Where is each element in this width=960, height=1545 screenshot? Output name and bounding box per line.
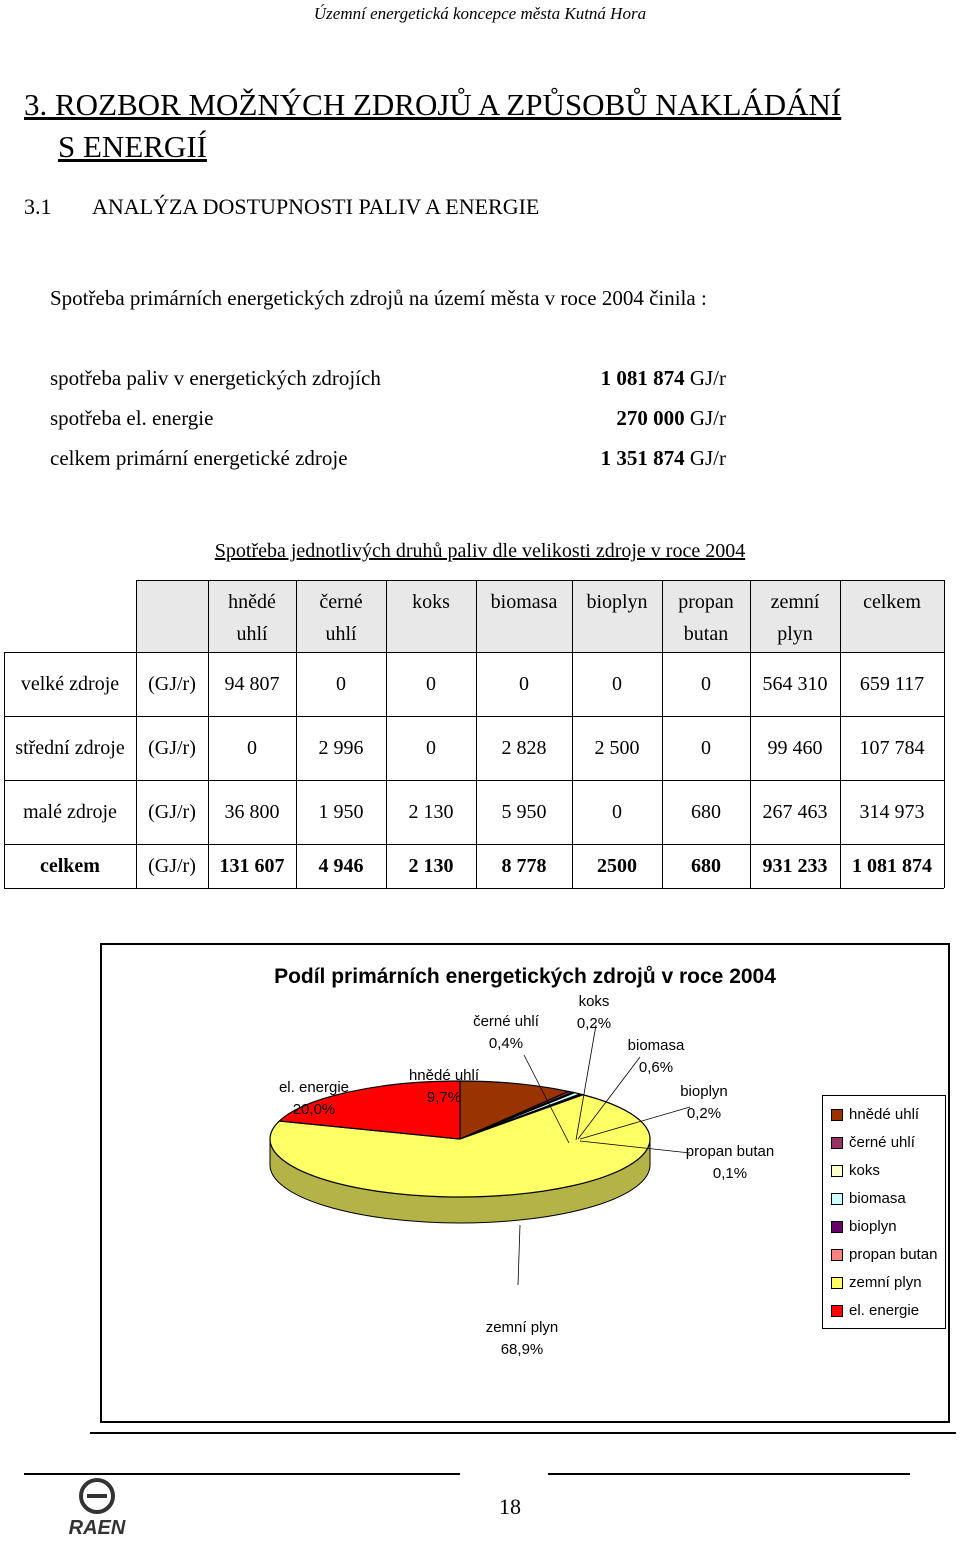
table-header-text: zemní [770,591,820,613]
table-row-unit: (GJ/r) [148,855,196,877]
summary-value: 1 081 874 GJ/r [600,366,726,390]
table-row-unit: (GJ/r) [148,801,196,823]
table-cell: 931 233 [762,855,828,877]
table-header-text: uhlí [236,623,268,645]
table-header-cell [750,586,840,650]
legend-item [831,1106,919,1126]
pie-label-percent: 9,7% [426,1089,462,1106]
table-cell: 4 946 [318,855,364,877]
table-row-unit: (GJ/r) [148,673,196,695]
table-header-text: černé [319,591,363,613]
table-cell: 0 [247,737,257,759]
table-cell: 0 [701,737,711,759]
table-row-label: celkem [40,855,100,877]
table-cell: 2 996 [318,737,364,759]
legend-label: propan butan [849,1246,938,1263]
legend-item [831,1134,915,1154]
heading-1 [24,84,841,168]
summary-value: 1 351 874 GJ/r [600,446,726,470]
legend-label: černé uhlí [849,1134,915,1151]
table-cell: 36 800 [224,801,280,823]
table-cell: 680 [691,801,721,823]
table-cell: 2 130 [408,801,454,823]
page-header: Územní energetická koncepce města Kutná Hora [313,4,647,23]
pie-data-label [596,1035,716,1079]
table-cell: 0 [612,673,622,695]
table-cell: 2500 [597,855,637,877]
table-row-label: velké zdroje [20,673,120,695]
legend-item [831,1190,906,1210]
table-cell: 2 500 [594,737,640,759]
heading-2-text: ANALÝZA DOSTUPNOSTI PALIV A ENERGIE [92,194,540,219]
pie-label-percent: 0,2% [686,1105,722,1122]
pie-label-category: černé uhlí [473,1013,539,1030]
fuel-consumption-table [4,580,944,888]
table-hline [4,652,944,653]
legend-label: biomasa [849,1190,906,1207]
heading-1-line-2: S ENERGIÍ [58,129,207,164]
pie-label-category: biomasa [627,1037,685,1054]
table-hline [4,844,944,845]
legend-swatch [831,1221,843,1233]
chart-title: Podíl primárních energetických zdrojů v roce 2004 [274,965,776,988]
heading-1-line-1: 3. ROZBOR MOŽNÝCH ZDROJŮ A ZPŮSOBŮ NAKLÁDÁNÍ [24,87,842,122]
legend-swatch [831,1277,843,1289]
pie-label-category: koks [578,993,610,1010]
table-cell: 267 463 [762,801,828,823]
table-cell: 564 310 [762,673,828,695]
pie-label-category: hnědé uhlí [408,1067,480,1084]
chart-legend [822,1095,946,1329]
legend-label: el. energie [849,1302,920,1319]
table-cell: 0 [426,737,436,759]
table-hline [4,716,944,717]
legend-item [831,1162,880,1182]
table-cell: 0 [519,673,529,695]
table-header-cell [662,586,750,650]
pie-leader-line [518,1225,520,1285]
table-header-text: propan [678,591,734,613]
legend-label: koks [849,1162,880,1179]
table-title: Spotřeba jednotlivých druhů paliv dle velikosti zdroje v roce 2004 [214,540,746,562]
table-header-cell [296,586,386,650]
summary-row [50,446,730,476]
table-row-label: malé zdroje [23,801,117,823]
table-cell: 2 130 [408,855,454,877]
table-header-text: plyn [777,623,813,645]
table-cell: 0 [426,673,436,695]
heading-2-number: 3.1 [24,194,52,219]
table-cell: 659 117 [859,673,925,695]
table-cell: 0 [336,673,346,695]
pie-label-category: el. energie [278,1079,350,1096]
pie-label-category: propan butan [685,1143,775,1160]
footer-rule [90,1432,956,1434]
legend-item [831,1302,919,1322]
table-header-text: uhlí [325,623,357,645]
summary-label: spotřeba paliv v energetických zdrojích [50,366,381,390]
legend-label: zemní plyn [849,1274,922,1291]
table-hline [4,780,944,781]
heading-2 [24,194,539,220]
legend-swatch [831,1137,843,1149]
pie-data-label [462,1317,582,1361]
legend-label: bioplyn [849,1218,897,1235]
table-vline [944,580,945,888]
table-row-label: střední zdroje [15,737,125,759]
summary-label: celkem primární energetické zdroje [50,446,348,470]
pie-label-percent: 0,4% [488,1035,524,1052]
legend-item [831,1274,922,1294]
pie-label-category: zemní plyn [485,1319,559,1336]
table-cell: 1 950 [318,801,364,823]
pie-chart-container [100,943,950,1423]
table-cell: 680 [691,855,721,877]
table-cell: 0 [701,673,711,695]
pie-label-percent: 0,6% [638,1059,674,1076]
legend-swatch [831,1109,843,1121]
table-cell: 131 607 [219,855,285,877]
table-cell: 5 950 [501,801,547,823]
pie-data-label [670,1141,790,1185]
table-header-cell [386,586,476,618]
legend-item [831,1246,937,1266]
footer-rule-left [24,1473,460,1475]
intro-paragraph: Spotřeba primárních energetických zdrojů na území města v roce 2004 činila : [50,286,707,310]
footer-rule-right [548,1473,910,1475]
table-header-text: hnědé [228,591,276,613]
table-header-cell [476,586,572,618]
summary-value: 270 000 GJ/r [616,406,726,430]
legend-swatch [831,1193,843,1205]
legend-swatch [831,1305,843,1317]
summary-label: spotřeba el. energie [50,406,214,430]
pie-data-label [534,991,654,1035]
table-cell: 94 807 [224,673,280,695]
table-cell: 0 [612,801,622,823]
summary-row [50,366,730,396]
table-cell: 107 784 [859,737,925,759]
table-cell: 2 828 [501,737,547,759]
pie-label-category: bioplyn [680,1083,728,1100]
table-header-cell [840,586,944,618]
pie-label-percent: 0,2% [576,1015,612,1032]
table-row-unit: (GJ/r) [148,737,196,759]
pie-data-label [254,1077,374,1121]
pie-label-percent: 0,1% [712,1165,748,1182]
table-header-text: biomasa [490,591,558,613]
pie-data-label [384,1065,504,1109]
table-hline [136,580,944,581]
legend-label: hnědé uhlí [849,1106,920,1123]
summary-row [50,406,730,436]
table-header-text: celkem [863,591,921,613]
legend-item [831,1218,897,1238]
table-cell: 314 973 [859,801,925,823]
table-header-text: koks [412,591,450,613]
table-cell: 8 778 [501,855,547,877]
table-cell: 1 081 874 [852,855,932,877]
table-header-text: bioplyn [586,591,648,613]
table-header-text: butan [683,623,729,645]
pie-label-percent: 68,9% [500,1341,544,1358]
pie-data-label [644,1081,764,1125]
pie-label-percent: 20,0% [292,1101,336,1118]
table-cell: 99 460 [767,737,823,759]
logo-text: RAEN [68,1517,126,1539]
table-header-cell [208,586,296,650]
legend-swatch [831,1249,843,1261]
legend-swatch [831,1165,843,1177]
table-header-cell [572,586,662,618]
page-number: 18 [499,1494,521,1519]
table-hline [4,888,944,889]
